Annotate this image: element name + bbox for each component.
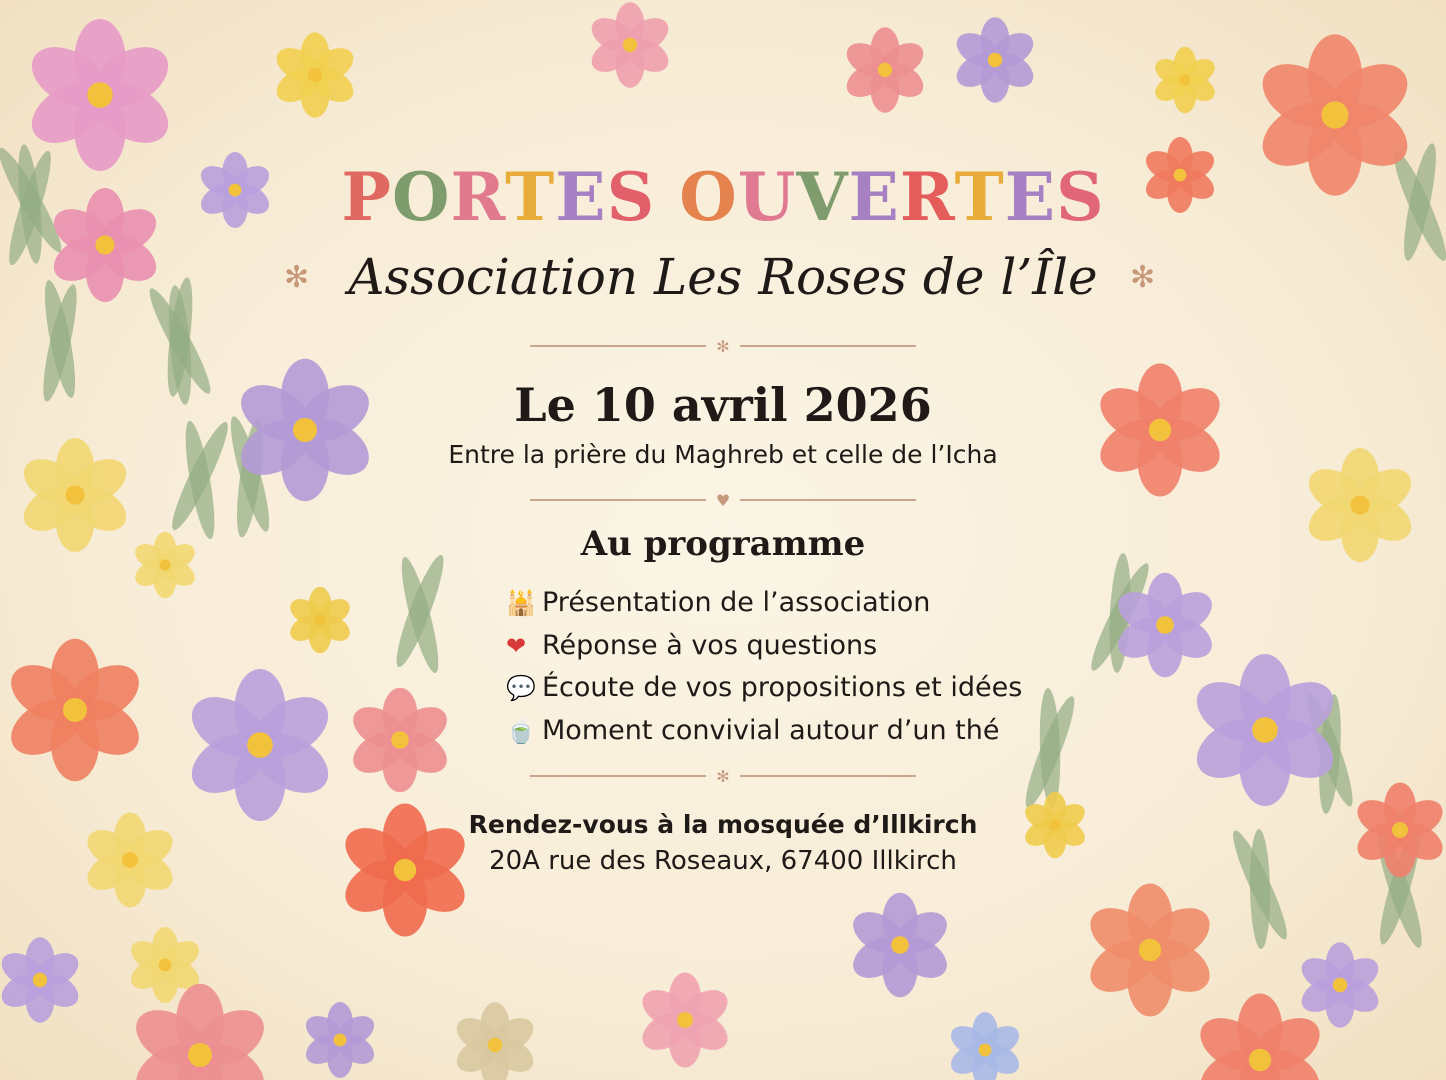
- title-letter: S: [606, 158, 656, 236]
- tea-glass-icon: 🍵: [506, 716, 536, 745]
- title-letter: O: [391, 158, 451, 236]
- flower-ornament-icon: ✻: [716, 766, 730, 786]
- flower: [301, 1002, 380, 1078]
- flower: [451, 1002, 539, 1080]
- venue-name: Rendez-vous à la mosquée d’Illkirch: [468, 810, 978, 839]
- title-letter: [655, 158, 679, 236]
- title-letter: P: [341, 158, 392, 236]
- item-label: Réponse à vos questions: [542, 629, 878, 661]
- speech-bubble-icon: 💬: [506, 674, 536, 702]
- flower: [286, 587, 355, 654]
- flower: [841, 27, 929, 113]
- title-letter: V: [796, 158, 849, 236]
- flower: [586, 2, 674, 88]
- mosque-dome-icon: 🕌: [506, 589, 536, 617]
- item-label: Moment convivial autour d’un thé: [542, 714, 1000, 746]
- item-label: Écoute de vos propositions et idées: [542, 672, 1023, 703]
- flower-ornament-icon: ✻: [716, 336, 730, 356]
- title-letter: U: [737, 158, 797, 236]
- flower: [126, 984, 273, 1080]
- flower: [1081, 884, 1219, 1017]
- flower: [0, 937, 84, 1023]
- list-item: [506, 582, 1022, 625]
- event-date: Le 10 avril 2026: [514, 378, 932, 432]
- title-letter: R: [450, 158, 506, 236]
- flower: [181, 669, 338, 821]
- flower: [946, 1012, 1025, 1080]
- heart-ornament-icon: ♥: [715, 490, 731, 510]
- title-letter: S: [1056, 158, 1105, 236]
- title-letter: O: [679, 158, 738, 236]
- flower: [636, 973, 734, 1068]
- event-time: Entre la prière du Maghreb et celle de l’Icha: [448, 440, 998, 469]
- flower: [951, 17, 1039, 103]
- flower-ornament-icon: ✻: [284, 260, 310, 295]
- list-item: [506, 710, 1022, 753]
- divider: [530, 766, 916, 786]
- flower: [271, 32, 359, 118]
- flower-ornament-icon: ✻: [1130, 260, 1156, 295]
- title-letter: T: [954, 158, 1005, 236]
- divider: [530, 490, 916, 510]
- flower: [1151, 47, 1220, 114]
- flower: [346, 688, 454, 793]
- divider: [530, 336, 916, 356]
- list-item: [506, 667, 1022, 710]
- flower: [21, 19, 178, 171]
- flower: [1, 639, 148, 782]
- title-letter: R: [899, 158, 955, 236]
- program-heading: Au programme: [580, 524, 866, 564]
- list-item: [506, 625, 1022, 668]
- title-letter: E: [555, 158, 607, 236]
- program-list: [506, 582, 1022, 752]
- item-label: Présentation de l’association: [542, 587, 931, 618]
- flower: [1296, 942, 1384, 1028]
- heart-icon: ❤: [506, 631, 527, 660]
- title-letter: T: [505, 158, 556, 236]
- poster-title: [0, 158, 1446, 236]
- venue-address: 20A rue des Roseaux, 67400 Illkirch: [489, 846, 957, 876]
- association-name: Association Les Roses de l’Île: [348, 248, 1098, 306]
- title-letter: E: [848, 158, 900, 236]
- title-letter: E: [1004, 158, 1056, 236]
- flower: [846, 893, 954, 998]
